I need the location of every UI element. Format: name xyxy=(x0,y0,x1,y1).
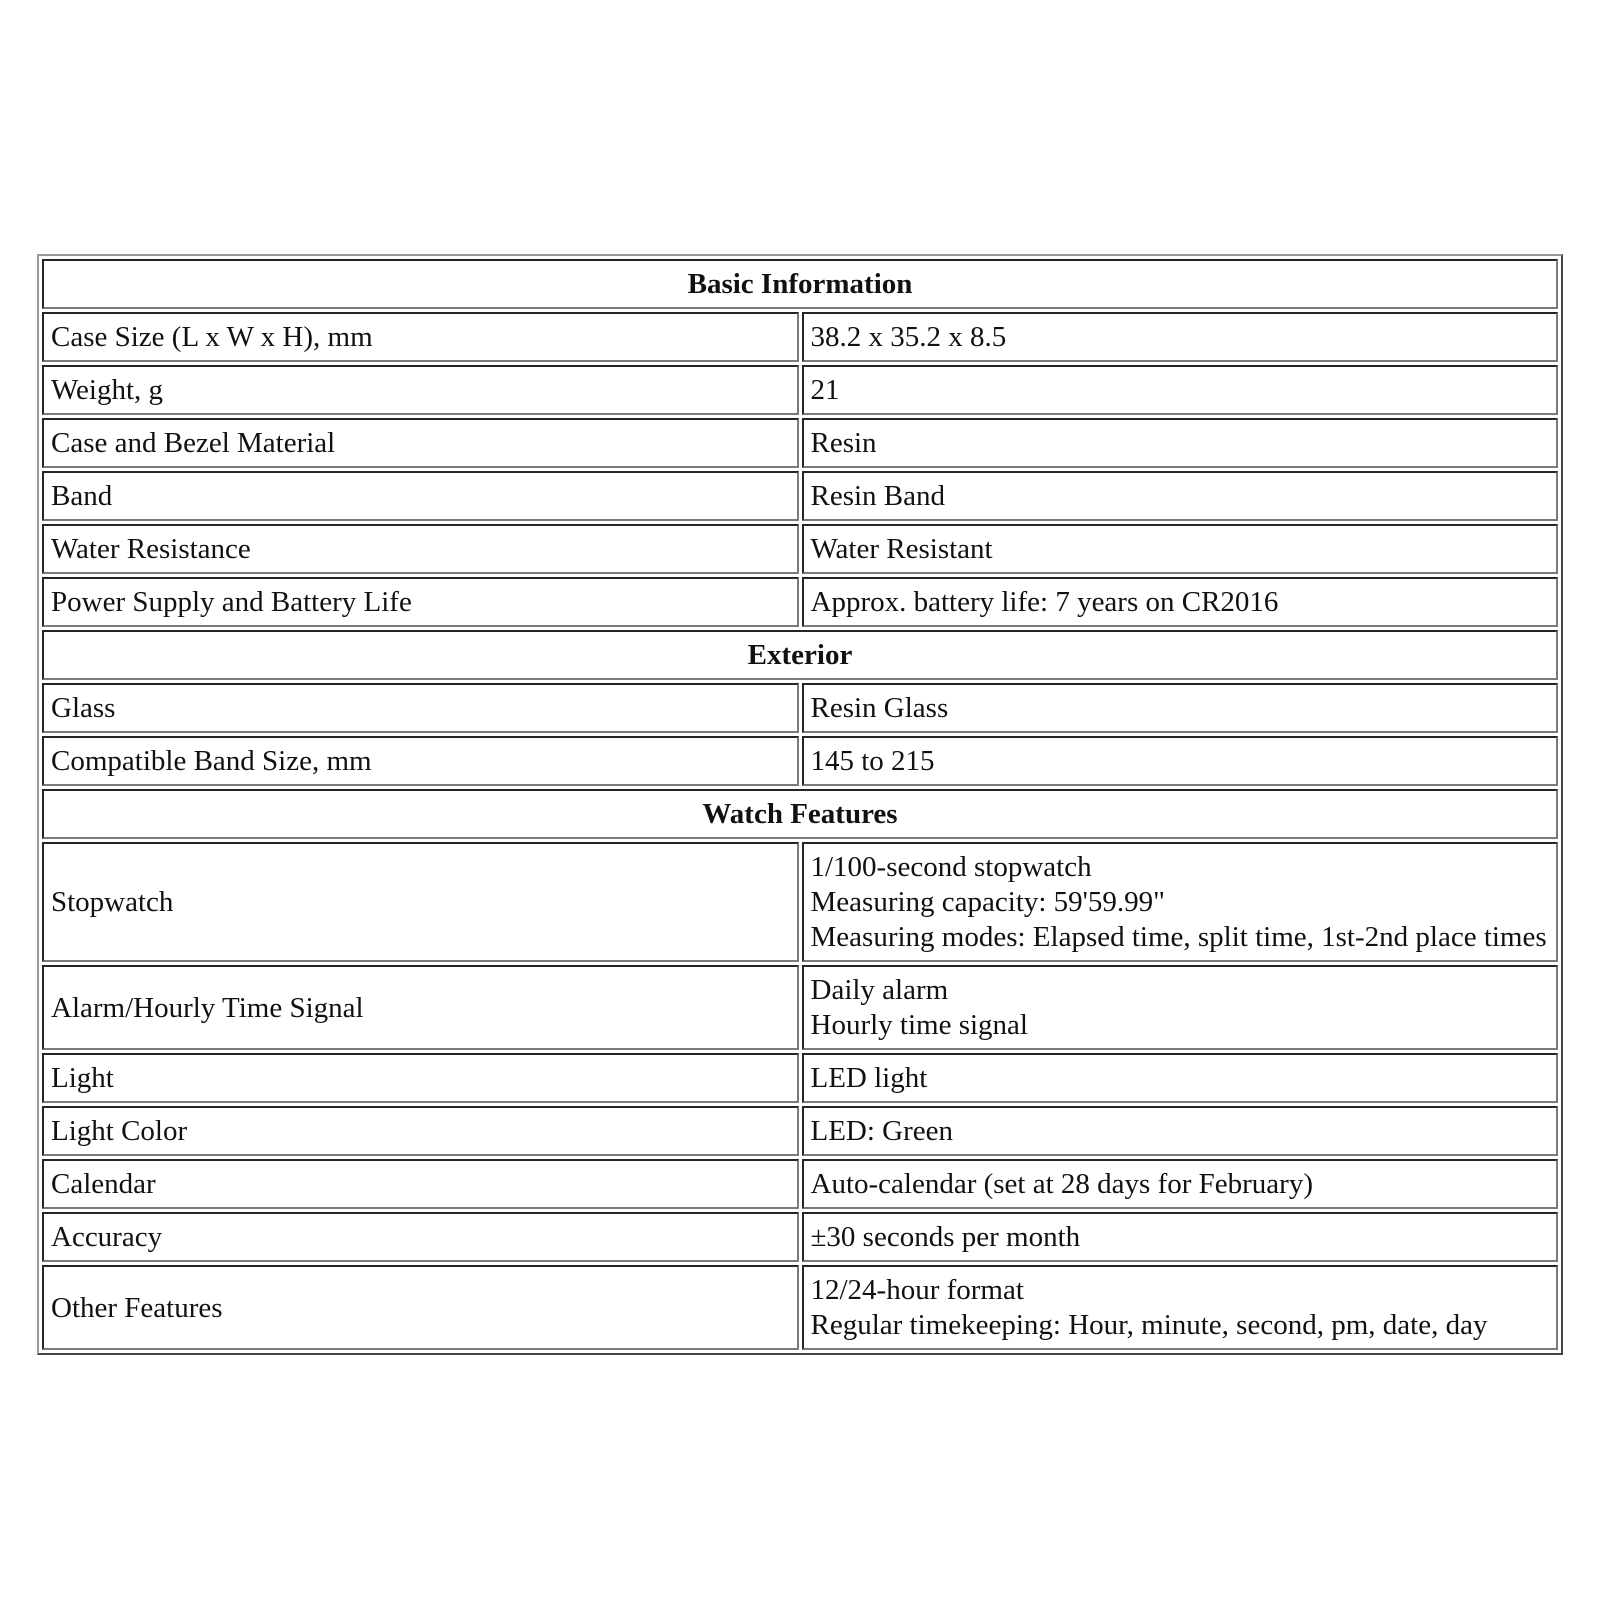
spec-label: Light xyxy=(42,1053,799,1103)
spec-value xyxy=(802,365,1559,415)
spec-value xyxy=(802,1265,1559,1350)
table-row xyxy=(42,683,1558,733)
section-title: Watch Features xyxy=(42,789,1558,839)
spec-value-line: 12/24-hour format xyxy=(810,1274,1024,1306)
spec-value-line: Measuring capacity: 59'59.99" xyxy=(810,886,1165,918)
table-row xyxy=(42,471,1558,521)
table-row xyxy=(42,577,1558,627)
section-title: Exterior xyxy=(42,630,1558,680)
table-row xyxy=(42,1212,1558,1262)
spec-label: Power Supply and Battery Life xyxy=(42,577,799,627)
spec-value xyxy=(802,1212,1559,1262)
spec-value-line: Water Resistant xyxy=(810,533,993,565)
spec-value-line: 21 xyxy=(810,374,840,406)
spec-label: Stopwatch xyxy=(42,842,799,962)
spec-value xyxy=(802,965,1559,1050)
spec-label: Water Resistance xyxy=(42,524,799,574)
table-row xyxy=(42,965,1558,1050)
spec-label: Band xyxy=(42,471,799,521)
table-row xyxy=(42,842,1558,962)
spec-label: Case and Bezel Material xyxy=(42,418,799,468)
spec-value-line: Regular timekeeping: Hour, minute, second, pm, date, day xyxy=(810,1309,1488,1341)
spec-value-line: 38.2 x 35.2 x 8.5 xyxy=(810,321,1007,353)
table-row xyxy=(42,1265,1558,1350)
table-row xyxy=(42,1106,1558,1156)
spec-label: Weight, g xyxy=(42,365,799,415)
spec-value-line: ±30 seconds per month xyxy=(810,1221,1081,1253)
table-row xyxy=(42,736,1558,786)
spec-value xyxy=(802,683,1559,733)
spec-label: Compatible Band Size, mm xyxy=(42,736,799,786)
spec-label: Accuracy xyxy=(42,1212,799,1262)
spec-label: Case Size (L x W x H), mm xyxy=(42,312,799,362)
spec-label: Alarm/Hourly Time Signal xyxy=(42,965,799,1050)
spec-value-line: Resin Band xyxy=(810,480,946,512)
section-header-row xyxy=(42,789,1558,839)
spec-label: Light Color xyxy=(42,1106,799,1156)
table-row xyxy=(42,365,1558,415)
table-row xyxy=(42,524,1558,574)
spec-value xyxy=(802,736,1559,786)
spec-table xyxy=(37,254,1563,1355)
spec-value-line: Resin xyxy=(810,427,877,459)
spec-value-line: LED: Green xyxy=(810,1115,954,1147)
spec-value xyxy=(802,418,1559,468)
spec-label: Calendar xyxy=(42,1159,799,1209)
spec-value-line: Resin Glass xyxy=(810,692,949,724)
spec-value xyxy=(802,1106,1559,1156)
spec-value xyxy=(802,524,1559,574)
table-row xyxy=(42,312,1558,362)
spec-value-line: 1/100-second stopwatch xyxy=(810,851,1092,883)
spec-value-line: Approx. battery life: 7 years on CR2016 xyxy=(810,586,1279,618)
spec-value-line: Measuring modes: Elapsed time, split time, 1st-2nd place times xyxy=(810,921,1547,953)
spec-value-line: LED light xyxy=(810,1062,928,1094)
spec-value-line: Daily alarm xyxy=(810,974,949,1006)
spec-value xyxy=(802,1159,1559,1209)
spec-label: Other Features xyxy=(42,1265,799,1350)
spec-value xyxy=(802,1053,1559,1103)
section-header-row xyxy=(42,259,1558,309)
spec-table-container xyxy=(37,254,1563,1355)
spec-value-line: Auto-calendar (set at 28 days for February) xyxy=(810,1168,1313,1200)
spec-table-body xyxy=(42,259,1558,1350)
spec-value-line: 145 to 215 xyxy=(810,745,935,777)
table-row xyxy=(42,1159,1558,1209)
spec-value xyxy=(802,577,1559,627)
table-row xyxy=(42,418,1558,468)
spec-value xyxy=(802,471,1559,521)
spec-value-line: Hourly time signal xyxy=(810,1009,1028,1041)
table-row xyxy=(42,1053,1558,1103)
spec-value xyxy=(802,842,1559,962)
section-header-row xyxy=(42,630,1558,680)
spec-label: Glass xyxy=(42,683,799,733)
section-title: Basic Information xyxy=(42,259,1558,309)
spec-value xyxy=(802,312,1559,362)
